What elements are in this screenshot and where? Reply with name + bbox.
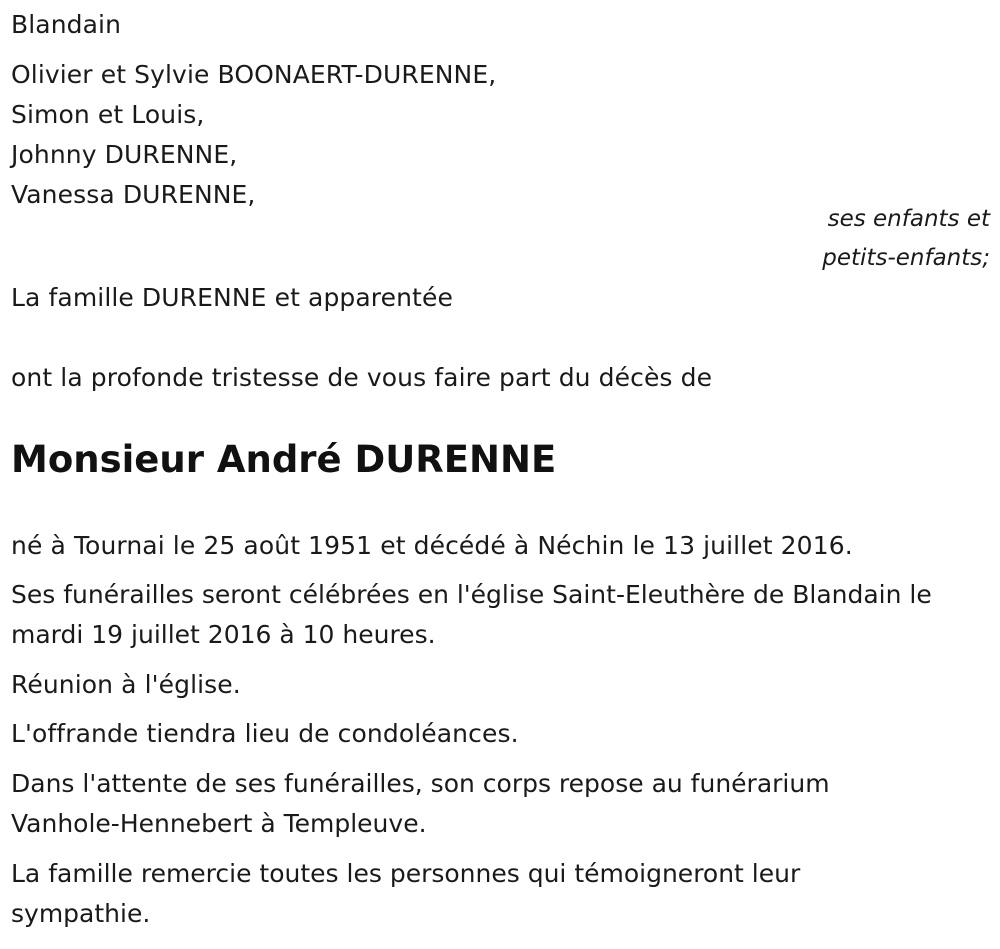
birth-death-text: né à Tournai le 25 août 1951 et décédé à Néchin le 13 juillet 2016. <box>11 531 853 560</box>
relation-line-1: ses enfants et <box>827 206 990 232</box>
rest-text: Dans l'attente de ses funérailles, son corps repose au funérarium Vanhole-Hennebert à Templeuve. <box>11 769 830 838</box>
offering-text: L'offrande tiendra lieu de condoléances. <box>11 719 519 748</box>
place-heading: Blandain <box>11 10 122 39</box>
thanks-text: La famille remercie toutes les personnes qui témoigneront leur sympathie. <box>11 859 801 928</box>
announcement-text: ont la profonde tristesse de vous faire part du décès de <box>11 363 713 392</box>
family-member-3: Johnny DURENNE, <box>11 140 238 169</box>
family-member-2: Simon et Louis, <box>11 100 205 129</box>
extended-family: La famille DURENNE et apparentée <box>11 283 453 312</box>
relation-line-2: petits-enfants; <box>822 245 990 271</box>
family-member-4: Vanessa DURENNE, <box>11 180 256 209</box>
funeral-text: Ses funérailles seront célébrées en l'église Saint-Eleuthère de Blandain le mardi 19 juillet 2016 à 10 heures. <box>11 580 932 649</box>
family-member-1: Olivier et Sylvie BOONAERT-DURENNE, <box>11 60 497 89</box>
deceased-name: Monsieur André DURENNE <box>11 438 557 481</box>
meeting-text: Réunion à l'église. <box>11 670 241 699</box>
